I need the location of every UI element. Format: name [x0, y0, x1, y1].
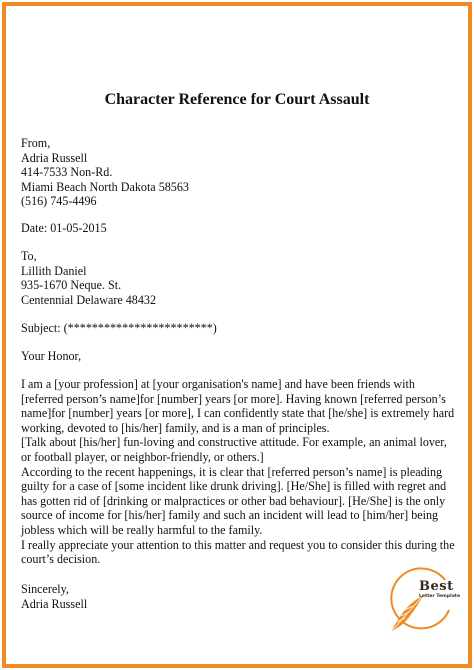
- closing-label: Sincerely,: [21, 582, 69, 596]
- body-paragraph-2: [Talk about [his/her] fun-loving and constructive attitude. For example, an animal lover, or football player, or neighbor-friendly, or others.]: [21, 435, 447, 464]
- closing-name: Adria Russell: [21, 596, 88, 611]
- recipient-address-2: Centennial Delaware 48432: [21, 292, 156, 307]
- body-paragraph-3: According to the recent happenings, it is clear that [referred person’s name] is pleading guilty for a case of [some incident like drunk driving]. [He/She] is filled with regret and has gotten rid of [drinking or malpractices or other bad behaviour]. [He/She] is the only source of income for [his/her] family and such an incident will lead to [him/her] being jobless which will be really harmful to the family.: [21, 464, 447, 537]
- logo-tagline: Letter Template: [419, 594, 461, 599]
- salutation: Your Honor,: [21, 349, 82, 363]
- sender-block: [21, 136, 457, 209]
- sender-address-2: Miami Beach North Dakota 58563: [21, 179, 189, 194]
- salutation-block: [21, 349, 457, 364]
- body-paragraph-4: I really appreciate your attention to this matter and request you to consider this during the court’s decision.: [21, 537, 455, 567]
- subject-line: Subject: (************************): [21, 321, 217, 335]
- recipient-label: To,: [21, 249, 37, 263]
- best-letter-template-logo: [383, 566, 461, 636]
- sender-phone: (516) 745-4496: [21, 194, 97, 209]
- logo-word: Best: [419, 579, 454, 594]
- letter-title: Character Reference for Court Assault: [104, 91, 370, 108]
- letter-date: Date: 01-05-2015: [21, 221, 107, 235]
- body-paragraph-1: I am a [your profession] at [your organisation's name] and have been friends with [referred person’s name]for [number] years [or more]. Having known [referred person’s name]for [number] years [or more], I can confidently state that [he/she] is extremely hard working, devoted to [his/her] family, and is a man of principles.: [21, 377, 455, 435]
- sender-label: From,: [21, 136, 51, 150]
- recipient-block: [21, 249, 457, 307]
- sender-address-1: 414-7533 Non-Rd.: [21, 165, 113, 180]
- subject-block: [21, 321, 457, 336]
- date-block: [21, 221, 457, 236]
- recipient-name: Lillith Daniel: [21, 263, 87, 278]
- feather-quill-icon: [383, 566, 457, 636]
- recipient-address-1: 935-1670 Neque. St.: [21, 278, 122, 293]
- sender-name: Adria Russell: [21, 150, 88, 165]
- letter-body: [21, 377, 455, 567]
